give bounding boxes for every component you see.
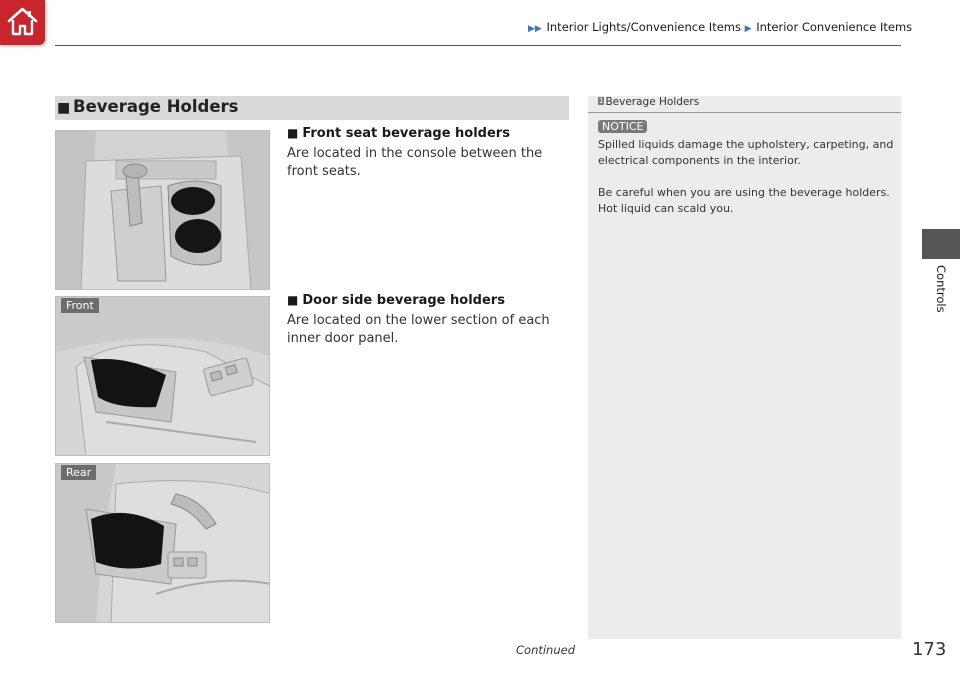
breadcrumb-item-interior-lights[interactable]: Interior Lights/Convenience Items	[546, 20, 741, 34]
front-door-cupholder-illustration	[55, 296, 270, 456]
continued-label: Continued	[516, 643, 576, 657]
note-divider	[588, 112, 901, 113]
house-icon	[6, 5, 39, 38]
section-title: Beverage Holders	[73, 97, 239, 116]
note-reference-tag: 1	[599, 97, 604, 105]
square-bullet-icon: ■	[287, 293, 299, 307]
caution-text: Be careful when you are using the beverage holders. Hot liquid can scald you.	[598, 186, 890, 215]
figure-label-rear: Rear	[61, 465, 96, 480]
console-cupholder-illustration	[55, 130, 270, 290]
breadcrumb	[528, 20, 912, 34]
square-bullet-icon: ■	[287, 126, 299, 140]
front-seat-holders-heading-text: Front seat beverage holders	[302, 126, 510, 141]
door-side-holders-heading-text: Door side beverage holders	[302, 293, 505, 308]
breadcrumb-arrow-icon: ▶	[744, 24, 752, 34]
section-header	[55, 96, 569, 120]
door-side-holders-heading	[287, 293, 505, 308]
chapter-tab[interactable]	[922, 229, 960, 259]
notice-text: Spilled liquids damage the upholstery, carpeting, and electrical components in the interior.	[598, 138, 894, 167]
rear-door-cupholder-illustration	[55, 463, 270, 623]
chapter-label: Controls	[934, 265, 948, 313]
breadcrumb-arrow-icon: ▶▶	[528, 24, 542, 34]
home-button[interactable]	[0, 0, 45, 45]
figure-label-front: Front	[61, 298, 99, 313]
page-number: 173	[912, 639, 947, 660]
front-seat-holders-heading	[287, 126, 510, 141]
note-title: Beverage Holders	[605, 96, 700, 108]
header-divider	[55, 45, 901, 46]
note-heading	[598, 96, 699, 108]
breadcrumb-item-interior-convenience[interactable]: Interior Convenience Items	[756, 20, 913, 34]
square-bullet-icon: ■	[57, 100, 71, 116]
door-side-holders-text: Are located on the lower section of each inner door panel.	[287, 313, 550, 346]
side-note-panel	[588, 96, 901, 639]
front-seat-holders-text: Are located in the console between the front seats.	[287, 146, 543, 179]
notice-badge: NOTICE	[598, 120, 647, 133]
